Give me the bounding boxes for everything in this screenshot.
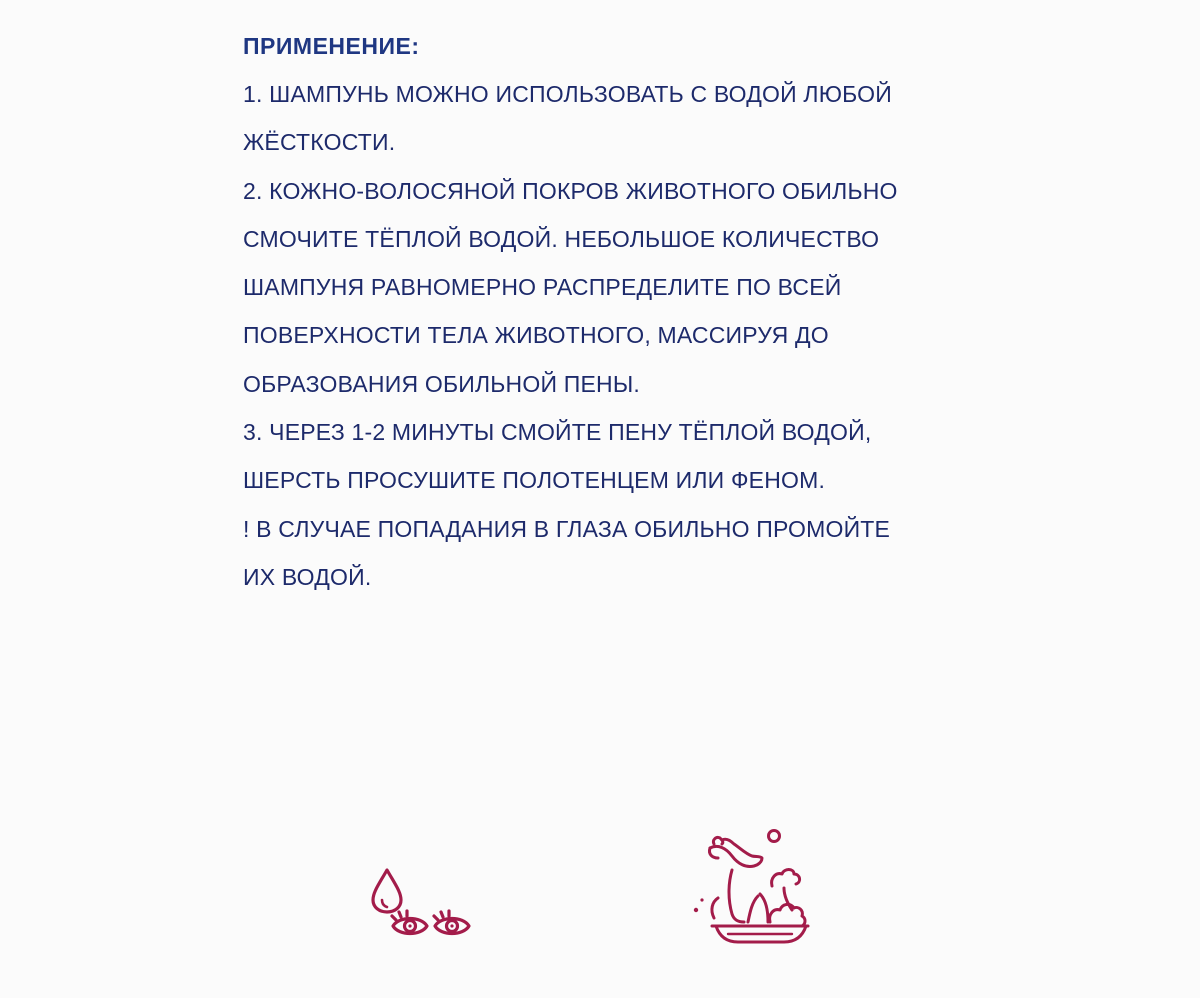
instruction-line: ШАМПУНЯ РАВНОМЕРНО РАСПРЕДЕЛИТЕ ПО ВСЕЙ: [243, 274, 842, 301]
instruction-line: ИХ ВОДОЙ.: [243, 563, 372, 590]
instruction-line: 2. КОЖНО-ВОЛОСЯНОЙ ПОКРОВ ЖИВОТНОГО ОБИЛЬНО: [243, 177, 898, 204]
instruction-line: СМОЧИТЕ ТЁПЛОЙ ВОДОЙ. НЕБОЛЬШОЕ КОЛИЧЕСТВО: [243, 225, 880, 252]
instruction-line: ПОВЕРХНОСТИ ТЕЛА ЖИВОТНОГО, МАССИРУЯ ДО: [243, 322, 829, 349]
instruction-line: 1. ШАМПУНЬ МОЖНО ИСПОЛЬЗОВАТЬ С ВОДОЙ ЛЮБОЙ: [243, 81, 893, 107]
instruction-line: 3. ЧЕРЕЗ 1-2 МИНУТЫ СМОЙТЕ ПЕНУ ТЁПЛОЙ ВОДОЙ,: [243, 419, 872, 446]
instruction-line: ШЕРСТЬ ПРОСУШИТЕ ПОЛОТЕНЦЕМ ИЛИ ФЕНОМ.: [243, 467, 826, 494]
instruction-line: ЖЁСТКОСТИ.: [243, 129, 396, 156]
instructions-text: [243, 22, 963, 601]
section-heading: ПРИМЕНЕНИЕ:: [243, 33, 420, 59]
instruction-line: ОБРАЗОВАНИЯ ОБИЛЬНОЙ ПЕНЫ.: [243, 370, 641, 397]
instruction-line: ! В СЛУЧАЕ ПОПАДАНИЯ В ГЛАЗА ОБИЛЬНО ПРОМОЙТЕ: [243, 515, 891, 542]
dog-bath-icon: [688, 826, 818, 946]
eye-drop-icon: [365, 860, 477, 946]
